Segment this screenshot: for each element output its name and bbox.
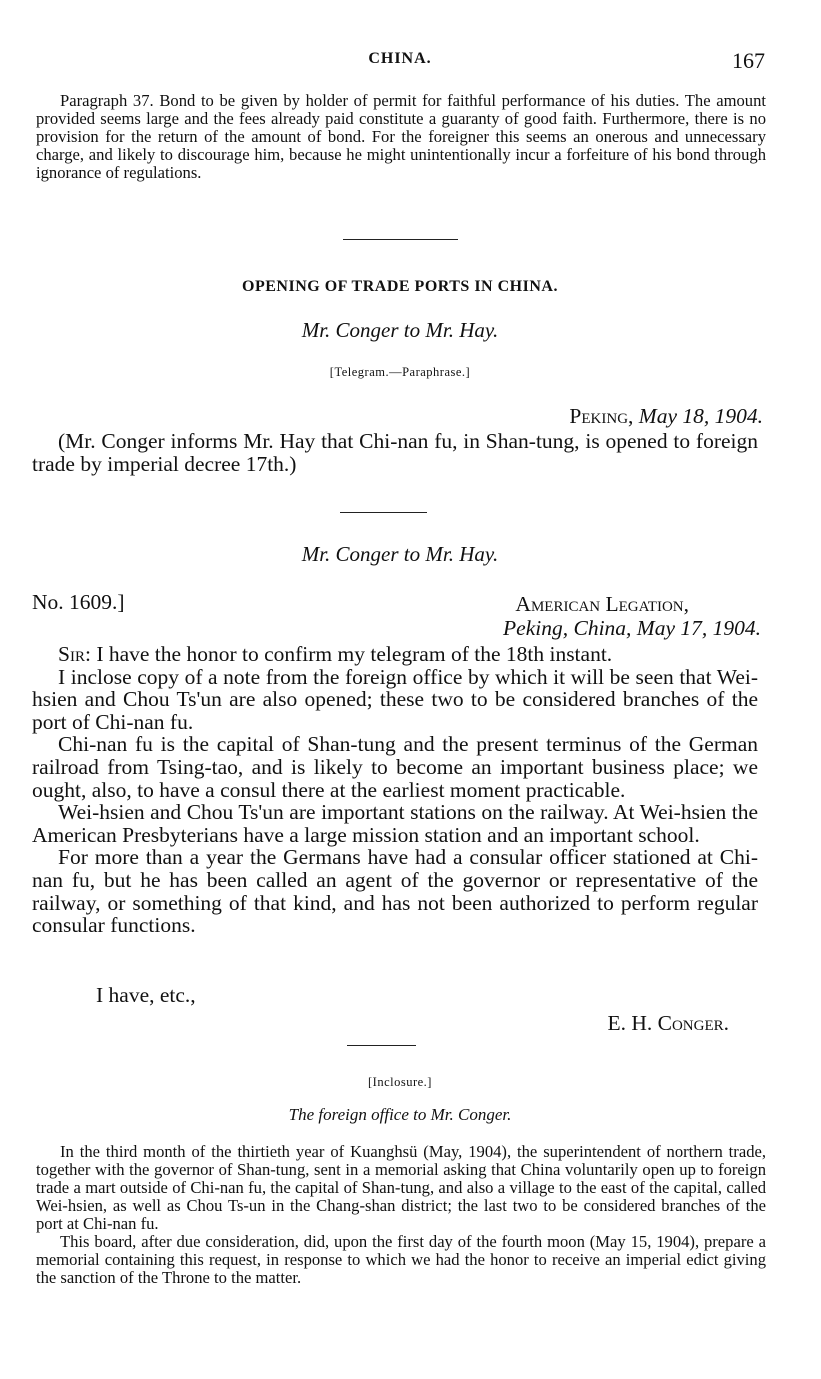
telegram-body xyxy=(32,430,758,475)
telegram-note: [Telegram.—Paraphrase.] xyxy=(329,365,471,379)
letter-salutation: Sir: xyxy=(58,642,91,666)
telegram-place: Peking, xyxy=(569,404,634,428)
letter-dateline: Peking, China, May 17, 1904. xyxy=(503,616,761,640)
telegram-dateline xyxy=(569,404,763,429)
telegram-text: (Mr. Conger informs Mr. Hay that Chi-nan fu, in Shan-tung, is opened to foreign trade by imperial decree 17th.) xyxy=(32,429,758,476)
letter-signature: E. H. Conger. xyxy=(607,1011,729,1035)
letter-paragraph-3: Chi-nan fu is the capital of Shan-tung and the present terminus of the German railroad from Tsing-tao, and is likely to become an important business place; we ought, also, to have a consul there at the earliest moment practicable. xyxy=(32,732,758,802)
letter-paragraph-5: For more than a year the Germans have had a consular officer stationed at Chi-nan fu, but he has been called an agent of the governor or representative of the railway, or something of that kind, and has not been authorized to perform regular consular functions. xyxy=(32,845,758,938)
letter-legation: American Legation, xyxy=(515,592,689,616)
running-head-title: CHINA. xyxy=(368,50,432,67)
letter-paragraph-2: I inclose copy of a note from the foreign office by which it will be seen that Wei-hsien and Chou Ts'un are also opened; these two to be considered branches of the port of Chi-nan fu. xyxy=(32,664,758,734)
letter-paragraph-1 xyxy=(32,643,758,666)
paragraph-37 xyxy=(36,92,766,182)
letter-paragraph-1-text: I have the honor to confirm my telegram of the 18th instant. xyxy=(96,642,613,666)
telegram-date: May 18, 1904. xyxy=(638,404,763,428)
inclosure-heading: The foreign office to Mr. Conger. xyxy=(288,1105,512,1124)
running-head xyxy=(0,48,821,72)
page-number: 167 xyxy=(732,48,765,73)
inclosure-note: [Inclosure.] xyxy=(368,1075,432,1089)
letter-paragraph-4: Wei-hsien and Chou Ts'un are important stations on the railway. At Wei-hsien the American Presbyterians have a large mission station and an important school. xyxy=(32,800,758,847)
section-divider xyxy=(343,239,458,240)
letter-body xyxy=(32,643,758,937)
telegram-heading: Mr. Conger to Mr. Hay. xyxy=(301,318,499,342)
telegram-divider xyxy=(340,512,427,513)
inclosure-paragraph-2: This board, after due consideration, did, upon the first day of the fourth moon (May 15, 1904), prepare a memorial containing this request, in response to which we had the honor to receive an imperial edict giving the sanction of the Throne to the matter. xyxy=(36,1232,766,1287)
letter-closing: I have, etc., xyxy=(96,983,196,1007)
letter-heading: Mr. Conger to Mr. Hay. xyxy=(301,542,499,566)
inclosure-paragraph-1: In the third month of the thirtieth year of Kuanghsü (May, 1904), the superintendent of northern trade, together with the governor of Shan-tung, sent in a memorial asking that China voluntarily open up to foreign trade a mart outside of Chi-nan fu, the capital of Shan-tung, and also a village to the east of the capital, called Wei-hsien, as well as Chou Ts-un in the Chang-shan district; the last two to be considered branches of the port at Chi-nan fu. xyxy=(36,1142,766,1233)
section-title: OPENING OF TRADE PORTS IN CHINA. xyxy=(242,278,558,295)
letter-number: No. 1609.] xyxy=(32,590,125,614)
letter-divider xyxy=(347,1045,416,1046)
paragraph-37-text: Paragraph 37. Bond to be given by holder of permit for faithful performance of his duties. The amount provided seems large and the fees already paid constitute a guaranty of good faith. Furthermore, there is no provision for the return of the amount of bond. For the foreigner this seems an onerous and unnecessary charge, and likely to discourage him, because he might unintentionally incur a forfeiture of his bond through ignorance of regulations. xyxy=(36,91,766,182)
inclosure-body xyxy=(36,1143,766,1287)
